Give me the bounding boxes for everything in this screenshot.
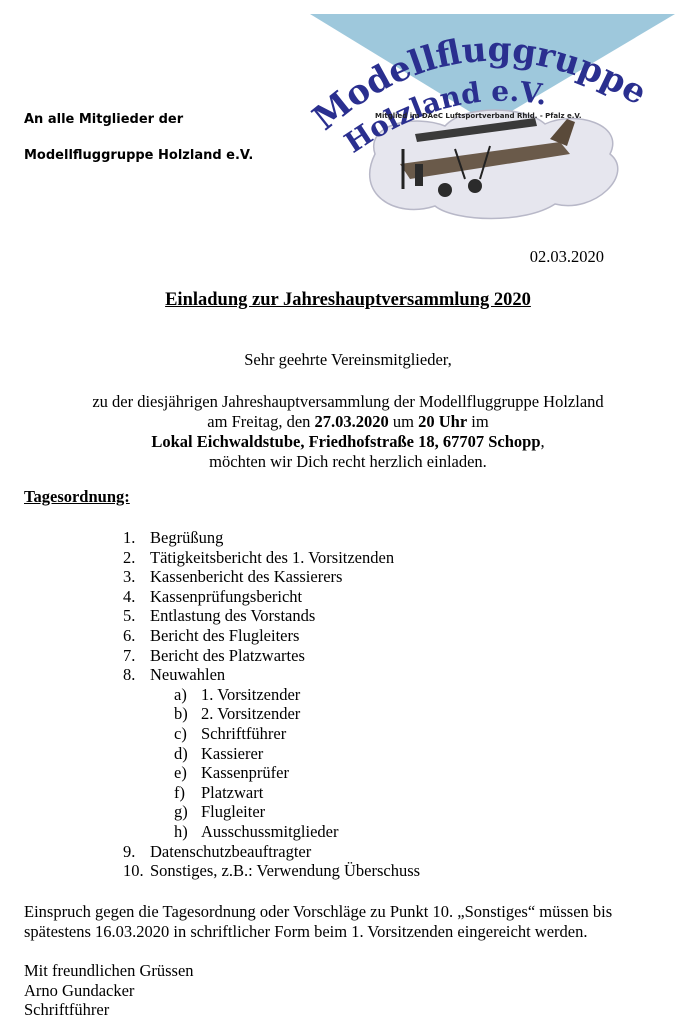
logo-arc-text-2: Holzland e.V. — [338, 74, 550, 160]
signer-name: Arno Gundacker — [24, 980, 135, 1000]
meeting-time: 20 Uhr — [418, 412, 468, 431]
meeting-date: 27.03.2020 — [314, 412, 389, 431]
sub-list-item: c) Schriftführer — [174, 723, 287, 743]
signer-role: Schriftführer — [24, 1000, 110, 1020]
greeting: Sehr geehrte Vereinsmitglieder, — [244, 350, 452, 369]
election-sublist — [123, 685, 420, 842]
objection-note: Einspruch gegen die Tagesordnung oder Vorschläge zu Punkt 10. „Sonstiges“ müssen bis spätestens 16.03.2020 in schriftlicher Form beim 1. Vorsitzenden eingereicht werden. — [24, 902, 613, 941]
invitation-text — [0, 392, 696, 472]
recipient-line-2: Modellfluggruppe Holzland e.V. — [24, 148, 254, 163]
list-item: 3. Kassenbericht des Kassierers — [123, 567, 343, 587]
closing-salutation: Mit freundlichen Grüssen — [24, 961, 194, 980]
list-item: 5. Entlastung des Vorstands — [123, 606, 316, 626]
list-item: 8. Neuwahlen — [123, 665, 226, 685]
agenda-heading: Tagesordnung: — [24, 487, 130, 506]
page-title: Einladung zur Jahreshauptversammlung 2020 — [165, 290, 531, 310]
sub-list-item: g) Flugleiter — [174, 802, 266, 822]
sub-list-item: a) 1. Vorsitzender — [174, 684, 301, 704]
sub-list-item: f) Platzwart — [174, 782, 264, 802]
list-item: 2. Tätigkeitsbericht des 1. Vorsitzenden — [123, 547, 395, 567]
intro-line-2: am Freitag, den 27.03.2020 um 20 Uhr im — [207, 412, 489, 431]
list-item: 4. Kassenprüfungsbericht — [123, 586, 303, 606]
sub-list-item: d) Kassierer — [174, 743, 264, 763]
sub-list-item: h) Ausschussmitglieder — [174, 821, 339, 841]
sub-list-item: e) Kassenprüfer — [174, 763, 289, 783]
intro-line-1: zu der diesjährigen Jahreshauptversammlung der Modellfluggruppe Holzland — [92, 392, 604, 411]
list-item: 10. Sonstiges, z.B.: Verwendung Überschuss — [123, 861, 421, 881]
list-item: 6. Bericht des Flugleiters — [123, 625, 300, 645]
list-item: 9. Datenschutzbeauftragter — [123, 841, 312, 861]
logo-arc-text-1: Modellfluggruppe — [305, 29, 654, 139]
recipient-line-1: An alle Mitglieder der — [24, 112, 184, 127]
logo-membership-text: Mitglied im DAeC Luftsportverband Rhld. - Pfalz e.V. — [375, 112, 582, 120]
agenda-list — [123, 528, 420, 881]
list-item: 1. Begrüßung — [123, 528, 224, 547]
meeting-location: Lokal Eichwaldstube, Friedhofstraße 18, 67707 Schopp, — [151, 432, 545, 451]
intro-line-4: möchten wir Dich recht herzlich einladen. — [209, 452, 487, 471]
club-logo — [305, 14, 675, 224]
list-item: 7. Bericht des Platzwartes — [123, 645, 305, 665]
sub-list-item: b) 2. Vorsitzender — [174, 704, 301, 724]
letter-date: 02.03.2020 — [529, 247, 604, 266]
closing-block — [24, 961, 194, 1020]
